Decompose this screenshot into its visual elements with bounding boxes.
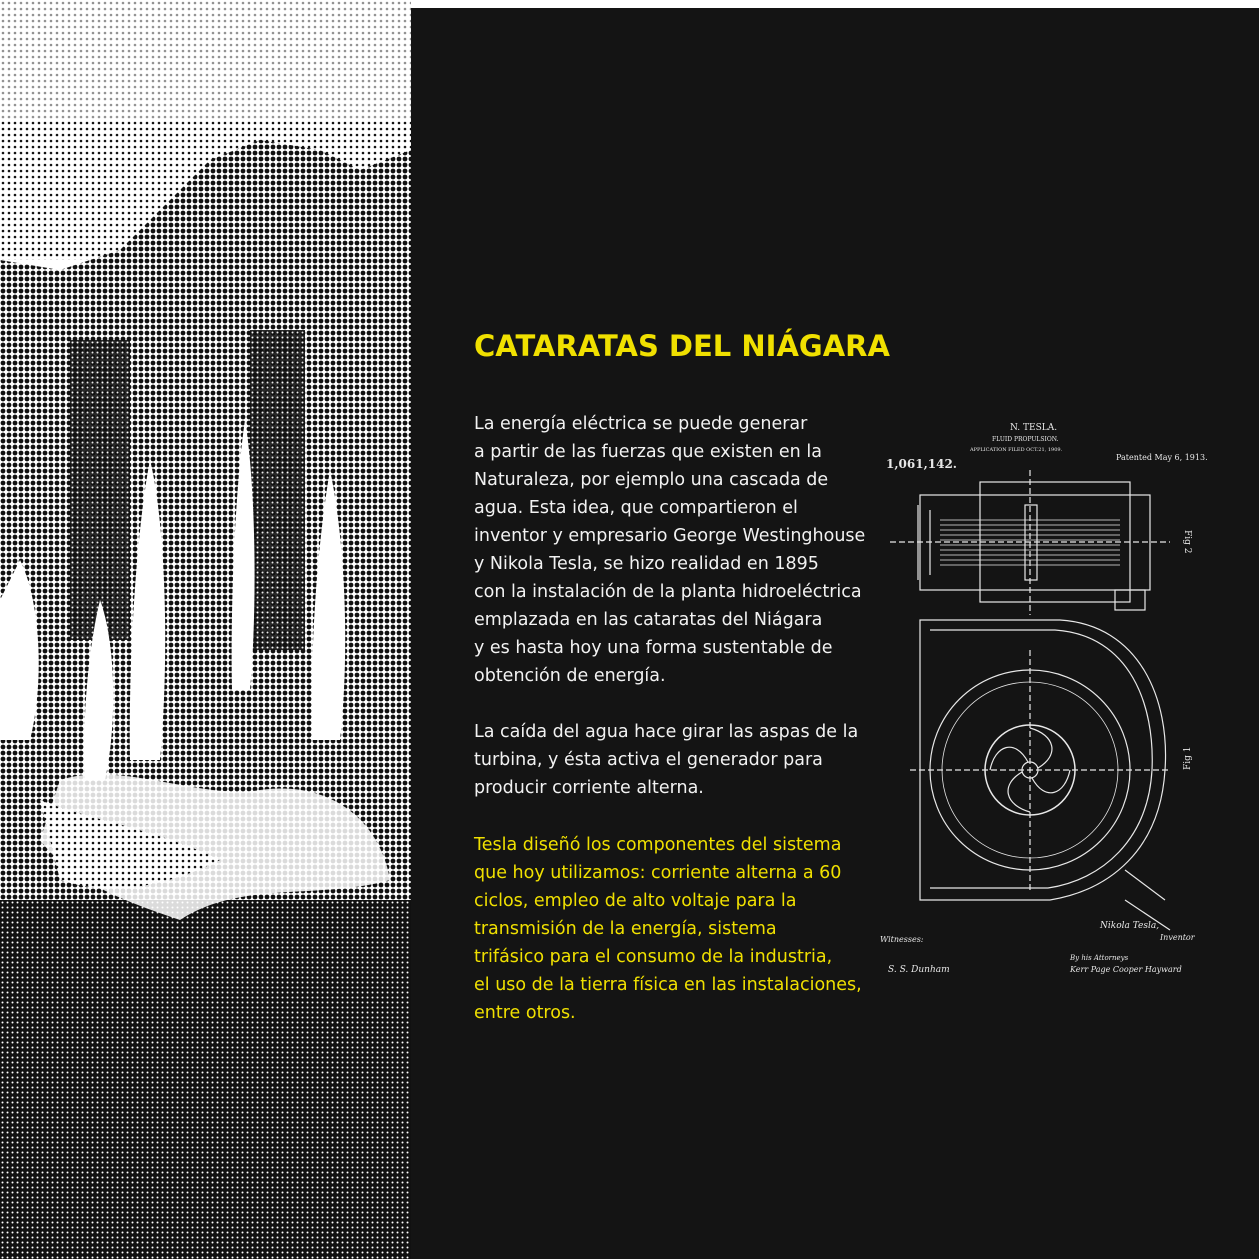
- paragraph-line: emplazada en las cataratas del Niágara: [474, 610, 823, 630]
- paragraph-line: trifásico para el consumo de la industria,: [474, 947, 833, 967]
- patent-inventor: N. TESLA.: [1010, 423, 1058, 433]
- paragraph-turbine: [474, 718, 874, 802]
- patent-fig1-label: Fig 1: [1183, 746, 1193, 770]
- paragraph-line: inventor y empresario George Westinghouse: [474, 526, 866, 546]
- patent-attorney-signature: Kerr Page Cooper Hayward: [1070, 965, 1182, 974]
- paragraph-line: La energía eléctrica se puede generar: [474, 414, 808, 434]
- paragraph-line: Tesla diseñó los componentes del sistema: [474, 835, 842, 855]
- paragraph-line: obtención de energía.: [474, 666, 666, 686]
- paragraph-line: transmisión de la energía, sistema: [474, 919, 777, 939]
- paragraph-line: y Nikola Tesla, se hizo realidad en 1895: [474, 554, 819, 574]
- paragraph-line: producir corriente alterna.: [474, 778, 704, 798]
- paragraph-line: turbina, y ésta activa el generador para: [474, 750, 823, 770]
- paragraph-line: entre otros.: [474, 1003, 576, 1023]
- patent-signature: Nikola Tesla,: [1100, 921, 1160, 931]
- patent-fig2-drawing: [890, 470, 1170, 615]
- patent-date: Patented May 6, 1913.: [1116, 453, 1208, 462]
- paragraph-line: La caída del agua hace girar las aspas de la: [474, 722, 859, 742]
- paragraph-line: ciclos, empleo de alto voltaje para la: [474, 891, 797, 911]
- tesla-patent-drawing: [870, 410, 1220, 990]
- patent-inventor-label: Inventor: [1160, 933, 1195, 942]
- paragraph-line: y es hasta hoy una forma sustentable de: [474, 638, 833, 658]
- patent-attorneys: By his Attorneys: [1070, 954, 1129, 962]
- patent-filed: APPLICATION FILED OCT.21, 1909.: [970, 447, 1063, 453]
- paragraph-line: el uso de la tierra física en las instalaciones,: [474, 975, 862, 995]
- patent-witness-signature: S. S. Dunham: [888, 965, 950, 975]
- patent-fig1-drawing: [910, 620, 1170, 930]
- paragraph-intro: [474, 410, 874, 690]
- page-title: CATARATAS DEL NIÁGARA: [474, 329, 890, 363]
- paragraph-tesla-highlight: [474, 831, 874, 1027]
- patent-subtitle: FLUID PROPULSION.: [992, 436, 1059, 443]
- paragraph-line: agua. Esta idea, que compartieron el: [474, 498, 798, 518]
- paragraph-line: que hoy utilizamos: corriente alterna a 60: [474, 863, 842, 883]
- patent-number: 1,061,142.: [886, 457, 957, 471]
- patent-witnesses: Witnesses:: [880, 935, 924, 944]
- niagara-turbine-photo: [0, 0, 411, 1259]
- patent-fig2-label: Fig 2: [1182, 530, 1192, 554]
- paragraph-line: a partir de las fuerzas que existen en la: [474, 442, 822, 462]
- paragraph-line: Naturaleza, por ejemplo una cascada de: [474, 470, 829, 490]
- paragraph-line: con la instalación de la planta hidroeléctrica: [474, 582, 862, 602]
